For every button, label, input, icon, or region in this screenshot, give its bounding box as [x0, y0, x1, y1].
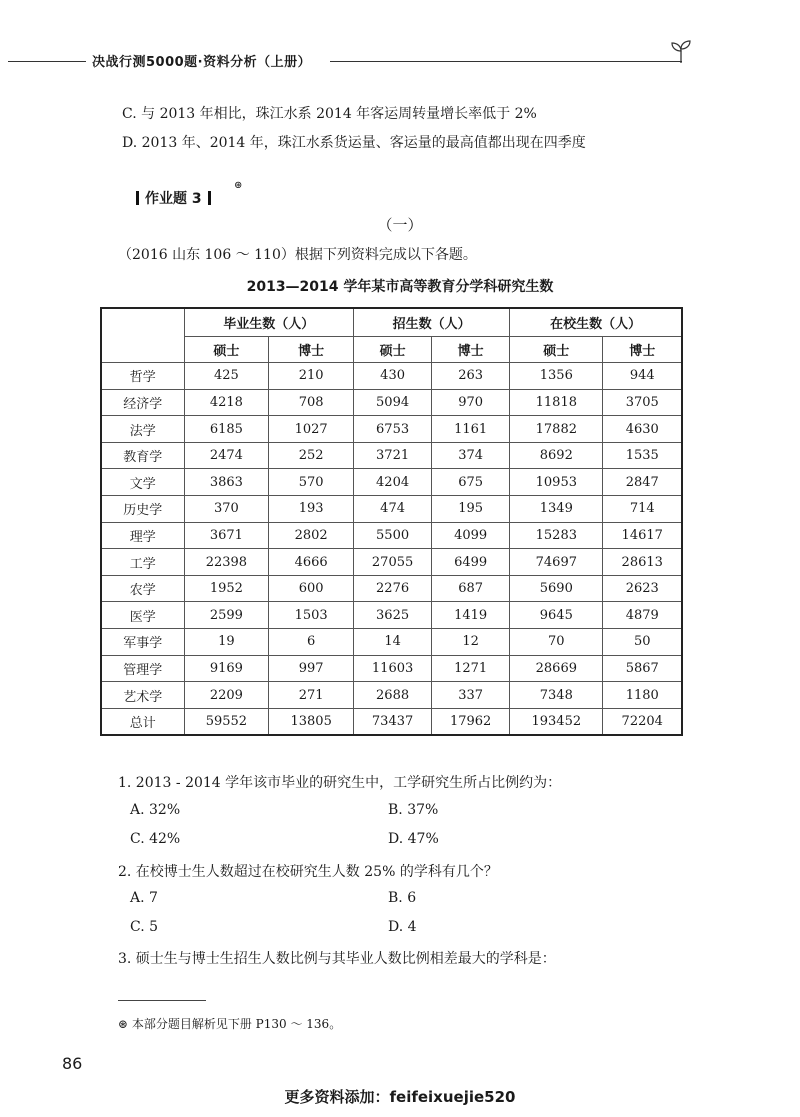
value-cell: 4666	[269, 549, 354, 576]
table-group-header	[101, 308, 682, 336]
table-sub-header	[101, 336, 682, 363]
value-cell: 2599	[184, 602, 269, 629]
value-cell: 70	[510, 629, 603, 656]
subject-cell: 医学	[101, 602, 184, 629]
value-cell: 6185	[184, 416, 269, 443]
value-cell: 22398	[184, 549, 269, 576]
value-cell: 74697	[510, 549, 603, 576]
prev-option-d: D. 2013 年、2014 年，珠江水系货运量、客运量的最高值都出现在四季度	[122, 135, 586, 151]
value-cell: 5867	[603, 655, 682, 682]
value-cell: 252	[269, 442, 354, 469]
footnote-rule	[118, 1000, 206, 1001]
value-cell: 27055	[354, 549, 432, 576]
subject-cell: 经济学	[101, 389, 184, 416]
value-cell: 425	[184, 363, 269, 390]
value-cell: 4218	[184, 389, 269, 416]
value-cell: 2847	[603, 469, 682, 496]
table-row	[101, 575, 682, 602]
q1-option-c: C. 42%	[130, 831, 181, 847]
value-cell: 271	[269, 682, 354, 709]
section-title-text: 作业题 3	[145, 191, 202, 207]
value-cell: 1535	[603, 442, 682, 469]
value-cell: 337	[432, 682, 510, 709]
subject-cell: 教育学	[101, 442, 184, 469]
value-cell: 15283	[510, 522, 603, 549]
question-3: 3. 硕士生与博士生招生人数比例与其毕业人数比例相差最大的学科是：	[118, 951, 556, 967]
value-cell: 1161	[432, 416, 510, 443]
q2-option-c: C. 5	[130, 919, 159, 935]
value-cell: 28613	[603, 549, 682, 576]
value-cell: 374	[432, 442, 510, 469]
col-master: 硕士	[184, 336, 269, 363]
value-cell: 675	[432, 469, 510, 496]
value-cell: 2623	[603, 575, 682, 602]
value-cell: 195	[432, 496, 510, 523]
col-doctor: 博士	[269, 336, 354, 363]
value-cell: 17882	[510, 416, 603, 443]
q1-option-a: A. 32%	[130, 802, 181, 818]
table-row	[101, 496, 682, 523]
subject-cell: 法学	[101, 416, 184, 443]
table-row	[101, 549, 682, 576]
value-cell: 4630	[603, 416, 682, 443]
running-header-title: 决战行测5000题·资料分析（上册）	[92, 55, 312, 70]
value-cell: 72204	[603, 708, 682, 735]
heading-bar-right	[208, 191, 211, 205]
value-cell: 8692	[510, 442, 603, 469]
value-cell: 9645	[510, 602, 603, 629]
subject-cell: 哲学	[101, 363, 184, 390]
value-cell: 11603	[354, 655, 432, 682]
table-row	[101, 469, 682, 496]
page-number: 86	[62, 1054, 83, 1073]
value-cell: 3705	[603, 389, 682, 416]
value-cell: 1349	[510, 496, 603, 523]
value-cell: 2209	[184, 682, 269, 709]
value-cell: 687	[432, 575, 510, 602]
value-cell: 2688	[354, 682, 432, 709]
value-cell: 708	[269, 389, 354, 416]
value-cell: 11818	[510, 389, 603, 416]
sprout-icon	[668, 38, 694, 64]
value-cell: 600	[269, 575, 354, 602]
value-cell: 73437	[354, 708, 432, 735]
q1-option-d: D. 47%	[388, 831, 439, 847]
value-cell: 14	[354, 629, 432, 656]
graduate-table	[100, 307, 683, 736]
value-cell: 1271	[432, 655, 510, 682]
value-cell: 1952	[184, 575, 269, 602]
col-group-in-school: 在校生数（人）	[510, 308, 682, 336]
q2-option-b: B. 6	[388, 890, 417, 906]
value-cell: 714	[603, 496, 682, 523]
question-1: 1. 2013 - 2014 学年该市毕业的研究生中，工学研究生所占比例约为：	[118, 775, 562, 791]
value-cell: 6	[269, 629, 354, 656]
value-cell: 6499	[432, 549, 510, 576]
value-cell: 19	[184, 629, 269, 656]
subject-cell: 历史学	[101, 496, 184, 523]
value-cell: 263	[432, 363, 510, 390]
col-doctor: 博士	[603, 336, 682, 363]
value-cell: 997	[269, 655, 354, 682]
value-cell: 474	[354, 496, 432, 523]
table-row	[101, 416, 682, 443]
subject-cell: 管理学	[101, 655, 184, 682]
prev-option-c: C. 与 2013 年相比，珠江水系 2014 年客运周转量增长率低于 2%	[122, 106, 537, 122]
value-cell: 1027	[269, 416, 354, 443]
q2-option-a: A. 7	[130, 890, 158, 906]
value-cell: 10953	[510, 469, 603, 496]
subject-cell: 总计	[101, 708, 184, 735]
col-master: 硕士	[510, 336, 603, 363]
value-cell: 1180	[603, 682, 682, 709]
value-cell: 50	[603, 629, 682, 656]
value-cell: 7348	[510, 682, 603, 709]
table-row	[101, 629, 682, 656]
value-cell: 2802	[269, 522, 354, 549]
value-cell: 3863	[184, 469, 269, 496]
subject-cell: 艺术学	[101, 682, 184, 709]
value-cell: 1356	[510, 363, 603, 390]
subject-cell: 工学	[101, 549, 184, 576]
value-cell: 1503	[269, 602, 354, 629]
value-cell: 4879	[603, 602, 682, 629]
value-cell: 12	[432, 629, 510, 656]
value-cell: 59552	[184, 708, 269, 735]
value-cell: 14617	[603, 522, 682, 549]
table-body	[101, 363, 682, 735]
value-cell: 9169	[184, 655, 269, 682]
value-cell: 193	[269, 496, 354, 523]
table-row	[101, 389, 682, 416]
watermark-text: 更多资料添加：feifeixuejie520	[284, 1088, 516, 1106]
header-rule-right	[330, 61, 682, 62]
value-cell: 570	[269, 469, 354, 496]
footnote: ⊛ 本部分题目解析见下册 P130 ～ 136。	[118, 1017, 342, 1031]
value-cell: 17962	[432, 708, 510, 735]
value-cell: 210	[269, 363, 354, 390]
value-cell: 370	[184, 496, 269, 523]
value-cell: 3625	[354, 602, 432, 629]
col-group-enrollment: 招生数（人）	[354, 308, 510, 336]
table-row	[101, 682, 682, 709]
value-cell: 970	[432, 389, 510, 416]
value-cell: 28669	[510, 655, 603, 682]
subject-cell: 理学	[101, 522, 184, 549]
table-row	[101, 363, 682, 390]
subject-cell: 军事学	[101, 629, 184, 656]
value-cell: 4099	[432, 522, 510, 549]
heading-bar-left	[136, 191, 139, 205]
value-cell: 4204	[354, 469, 432, 496]
value-cell: 430	[354, 363, 432, 390]
value-cell: 5690	[510, 575, 603, 602]
table-title: 2013—2014 学年某市高等教育分学科研究生数	[246, 279, 554, 295]
part-number: （一）	[377, 216, 423, 234]
source-note: （2016 山东 106 ～ 110）根据下列资料完成以下各题。	[118, 247, 477, 263]
subject-cell: 文学	[101, 469, 184, 496]
value-cell: 5500	[354, 522, 432, 549]
value-cell: 2276	[354, 575, 432, 602]
footnote-marker-icon: ⊛	[234, 180, 243, 191]
question-2: 2. 在校博士生人数超过在校研究生人数 25% 的学科有几个？	[118, 864, 498, 880]
value-cell: 2474	[184, 442, 269, 469]
table-row	[101, 442, 682, 469]
q1-option-b: B. 37%	[388, 802, 439, 818]
value-cell: 944	[603, 363, 682, 390]
value-cell: 3721	[354, 442, 432, 469]
col-group-graduates: 毕业生数（人）	[184, 308, 354, 336]
table-row	[101, 655, 682, 682]
value-cell: 5094	[354, 389, 432, 416]
section-heading	[130, 188, 217, 208]
value-cell: 193452	[510, 708, 603, 735]
subject-header-cell	[101, 308, 184, 363]
value-cell: 6753	[354, 416, 432, 443]
value-cell: 13805	[269, 708, 354, 735]
col-master: 硕士	[354, 336, 432, 363]
header-rule-left	[8, 61, 86, 62]
table-row	[101, 522, 682, 549]
value-cell: 1419	[432, 602, 510, 629]
value-cell: 3671	[184, 522, 269, 549]
q2-option-d: D. 4	[388, 919, 417, 935]
subject-cell: 农学	[101, 575, 184, 602]
table-row	[101, 708, 682, 735]
table-row	[101, 602, 682, 629]
col-doctor: 博士	[432, 336, 510, 363]
